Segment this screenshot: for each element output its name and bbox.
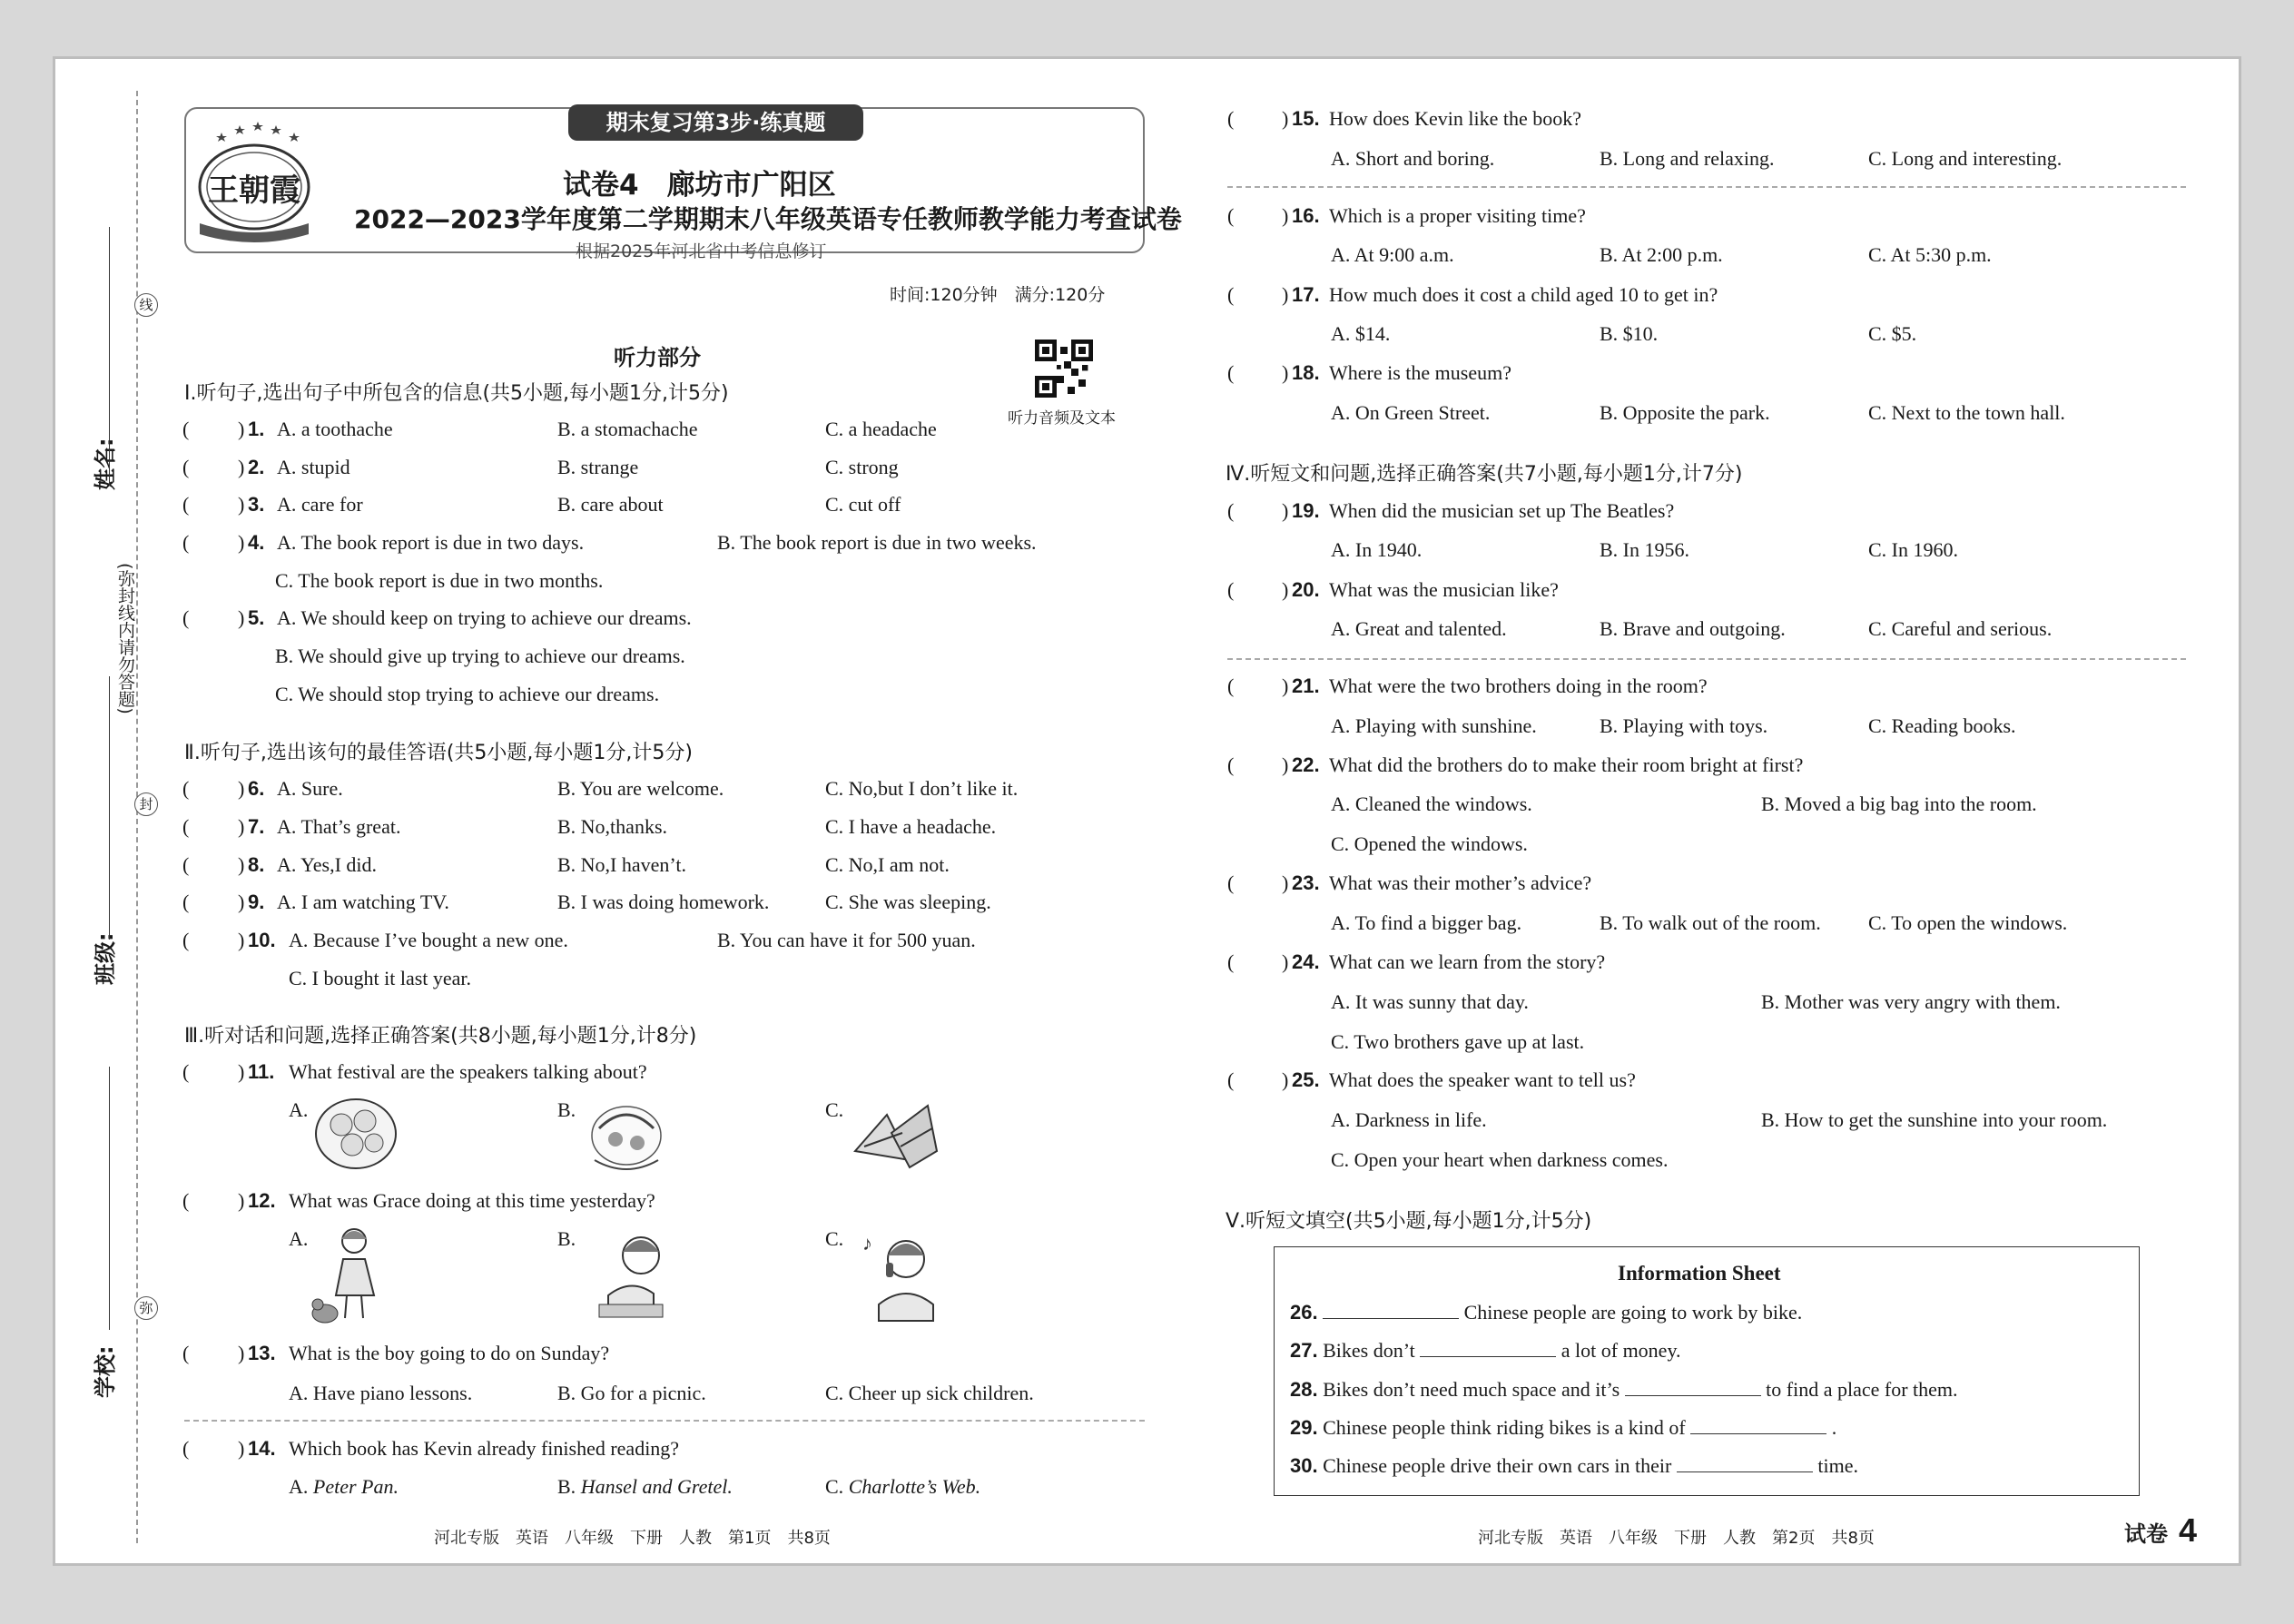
q15-option-a: A. Short and boring. — [1331, 147, 1495, 170]
q11-option-c: C. — [825, 1098, 844, 1121]
q8-option-c: C. No,I am not. — [825, 853, 950, 876]
q5-option-a: A. We should keep on trying to achieve our dreams. — [277, 606, 692, 629]
q21-option-c: C. Reading books. — [1868, 714, 2016, 737]
item-text-after: a lot of money. — [1561, 1339, 1681, 1362]
item-number: 28. — [1290, 1378, 1318, 1401]
blank-item — [1290, 1416, 1836, 1440]
q1-number: 1. — [248, 418, 265, 440]
q13-number: 13. — [248, 1342, 276, 1364]
answer-paren: ( — [182, 456, 190, 478]
answer-paren: ( — [182, 815, 190, 838]
q3-option-b: B. care about — [557, 493, 664, 516]
q17-option-a: A. $14. — [1331, 322, 1391, 345]
q20-question: What was the musician like? — [1329, 578, 1559, 601]
q25-option-b: B. How to get the sunshine into your room. — [1761, 1108, 2108, 1131]
answer-paren: ) — [238, 777, 245, 800]
item-text-after: Chinese people are going to work by bike. — [1463, 1301, 1803, 1324]
q1-option-c: C. a headache — [825, 418, 937, 440]
item-text-before: Bikes don’t — [1323, 1339, 1415, 1362]
q15-option-b: B. Long and relaxing. — [1600, 147, 1775, 170]
q12-number: 12. — [248, 1189, 276, 1212]
paper-badge — [2124, 1511, 2197, 1550]
q17-number: 17. — [1292, 283, 1320, 306]
seal-mark-mi: 弥 — [134, 1296, 158, 1320]
paper-badge-label: 试卷 — [2124, 1521, 2168, 1547]
q14-option-a — [289, 1475, 399, 1499]
blank-item — [1290, 1301, 1802, 1324]
answer-paren: ) — [1282, 674, 1289, 697]
q9-option-a: A. I am watching TV. — [277, 891, 449, 913]
section-1-heading: Ⅰ.听句子,选出句子中所包含的信息(共5小题,每小题1分,计5分) — [184, 382, 729, 405]
item-number: 26. — [1290, 1301, 1318, 1324]
q7-option-a: A. That’s great. — [277, 815, 401, 838]
q6-number: 6. — [248, 777, 265, 800]
item-text-after: . — [1831, 1416, 1837, 1439]
q19-option-c: C. In 1960. — [1868, 538, 1958, 561]
label-name: 姓名: — [93, 438, 118, 490]
q23-option-b: B. To walk out of the room. — [1600, 911, 1821, 934]
answer-paren: ( — [182, 418, 190, 440]
q4-option-a: A. The book report is due in two days. — [277, 531, 585, 554]
q22-option-b: B. Moved a big bag into the room. — [1761, 792, 2037, 815]
q23-option-c: C. To open the windows. — [1868, 911, 2068, 934]
blank-item — [1290, 1454, 1858, 1478]
q25-option-a: A. Darkness in life. — [1331, 1108, 1487, 1131]
item-number: 29. — [1290, 1416, 1318, 1439]
answer-paren: ( — [182, 853, 190, 876]
q19-option-b: B. In 1956. — [1600, 538, 1689, 561]
q25-number: 25. — [1292, 1068, 1320, 1091]
answer-paren: ( — [1227, 361, 1235, 384]
answer-paren: ) — [1282, 361, 1289, 384]
answer-paren: ( — [1227, 753, 1235, 776]
answer-paren: ) — [1282, 1068, 1289, 1091]
q5-number: 5. — [248, 606, 265, 629]
item-text-after: time. — [1817, 1454, 1858, 1477]
q10-option-c: C. I bought it last year. — [289, 967, 472, 989]
q13-option-b: B. Go for a picnic. — [557, 1382, 706, 1404]
q2-number: 2. — [248, 456, 265, 478]
section-5-heading: Ⅴ.听短文填空(共5小题,每小题1分,计5分) — [1226, 1210, 1592, 1233]
school-line — [109, 1067, 111, 1330]
q18-option-a: A. On Green Street. — [1331, 401, 1491, 424]
class-line — [109, 676, 111, 940]
q3-number: 3. — [248, 493, 265, 516]
q24-question: What can we learn from the story? — [1329, 950, 1606, 973]
footer-right: 河北专版 英语 八年级 下册 人教 第2页 共8页 — [1478, 1529, 1875, 1548]
q13-question: What is the boy going to do on Sunday? — [289, 1342, 610, 1364]
section-4-heading: Ⅳ.听短文和问题,选择正确答案(共7小题,每小题1分,计7分) — [1226, 463, 1743, 486]
q12-option-c: C. — [825, 1227, 844, 1250]
answer-paren: ( — [182, 929, 190, 951]
answer-paren: ) — [1282, 204, 1289, 227]
q5-option-c: C. We should stop trying to achieve our dreams. — [275, 683, 660, 705]
q8-number: 8. — [248, 853, 265, 876]
section-3-heading: Ⅲ.听对话和问题,选择正确答案(共8小题,每小题1分,计8分) — [184, 1025, 697, 1048]
option-letter: A. — [289, 1475, 313, 1498]
label-class: 班级: — [93, 932, 118, 985]
q7-option-c: C. I have a headache. — [825, 815, 997, 838]
option-letter: C. — [825, 1475, 849, 1498]
q13-option-c: C. Cheer up sick children. — [825, 1382, 1034, 1404]
item-text-before: Bikes don’t need much space and it’s — [1323, 1378, 1620, 1401]
q18-option-b: B. Opposite the park. — [1600, 401, 1770, 424]
answer-blank[interactable] — [1677, 1457, 1813, 1472]
lantern-festival-image — [581, 1092, 672, 1176]
book-title: Hansel and Gretel. — [580, 1475, 733, 1498]
answer-paren: ( — [1227, 1068, 1235, 1091]
q1-option-b: B. a stomachache — [557, 418, 698, 440]
svg-text:王朝霞: 王朝霞 — [208, 172, 300, 209]
answer-paren: ( — [182, 531, 190, 554]
q9-number: 9. — [248, 891, 265, 913]
answer-paren: ) — [1282, 107, 1289, 130]
answer-blank[interactable] — [1323, 1304, 1459, 1319]
answer-paren: ) — [1282, 283, 1289, 306]
item-text-after: to find a place for them. — [1766, 1378, 1958, 1401]
answer-paren: ( — [182, 1060, 190, 1083]
q4-option-b: B. The book report is due in two weeks. — [717, 531, 1037, 554]
margin-note: (弥封线内请勿答题) — [115, 563, 135, 714]
q9-option-c: C. She was sleeping. — [825, 891, 991, 913]
zongzi-image — [846, 1097, 946, 1176]
answer-paren: ) — [238, 891, 245, 913]
q14-number: 14. — [248, 1437, 276, 1460]
q1-option-a: A. a toothache — [277, 418, 393, 440]
q22-number: 22. — [1292, 753, 1320, 776]
blank-item — [1290, 1378, 1958, 1402]
q6-option-a: A. Sure. — [277, 777, 343, 800]
q6-option-c: C. No,but I don’t like it. — [825, 777, 1019, 800]
listening-title: 听力部分 — [614, 345, 701, 370]
revision-note: 根据2025年河北省中考信息修订 — [576, 241, 827, 261]
answer-blank[interactable] — [1420, 1342, 1556, 1357]
divider — [184, 1420, 1145, 1422]
q10-option-b: B. You can have it for 500 yuan. — [717, 929, 976, 951]
q20-number: 20. — [1292, 578, 1320, 601]
blank-item — [1290, 1339, 1681, 1363]
answer-paren: ( — [1227, 578, 1235, 601]
q9-option-b: B. I was doing homework. — [557, 891, 770, 913]
q14-option-c — [825, 1475, 980, 1499]
q17-option-c: C. $5. — [1868, 322, 1917, 345]
q12-option-b: B. — [557, 1227, 576, 1250]
exam-title: 试卷4 廊坊市广阳区 — [563, 169, 836, 202]
q19-number: 19. — [1292, 499, 1320, 522]
q18-question: Where is the museum? — [1329, 361, 1511, 384]
q25-question: What does the speaker want to tell us? — [1329, 1068, 1636, 1091]
q12-option-a: A. — [289, 1227, 309, 1250]
answer-paren: ) — [238, 1189, 245, 1212]
girl-with-cat-image — [309, 1223, 390, 1332]
q11-number: 11. — [248, 1060, 275, 1083]
answer-paren: ) — [1282, 871, 1289, 894]
q20-option-b: B. Brave and outgoing. — [1600, 617, 1786, 640]
book-title: Charlotte’s Web. — [848, 1475, 981, 1498]
answer-paren: ) — [238, 1342, 245, 1364]
paper-badge-number: 4 — [2179, 1511, 2198, 1549]
publisher-logo — [191, 114, 318, 251]
q14-question: Which book has Kevin already finished reading? — [289, 1437, 680, 1460]
information-sheet-title: Information Sheet — [1618, 1262, 1781, 1284]
qr-code-icon — [1035, 340, 1093, 398]
q4-number: 4. — [248, 531, 265, 554]
q22-option-a: A. Cleaned the windows. — [1331, 792, 1532, 815]
answer-paren: ( — [1227, 283, 1235, 306]
divider — [1227, 658, 2186, 660]
q3-option-c: C. cut off — [825, 493, 901, 516]
answer-paren: ) — [238, 493, 245, 516]
q24-option-b: B. Mother was very angry with them. — [1761, 990, 2061, 1013]
answer-paren: ( — [1227, 204, 1235, 227]
answer-paren: ) — [238, 929, 245, 951]
q10-option-a: A. Because I’ve bought a new one. — [289, 929, 568, 951]
answer-paren: ) — [238, 1437, 245, 1460]
item-number: 30. — [1290, 1454, 1318, 1477]
q7-option-b: B. No,thanks. — [557, 815, 667, 838]
answer-paren: ( — [182, 606, 190, 629]
girl-music-image — [846, 1223, 946, 1328]
answer-blank[interactable] — [1625, 1381, 1761, 1396]
q21-option-a: A. Playing with sunshine. — [1331, 714, 1537, 737]
q23-option-a: A. To find a bigger bag. — [1331, 911, 1522, 934]
q2-option-a: A. stupid — [277, 456, 350, 478]
q8-option-a: A. Yes,I did. — [277, 853, 378, 876]
q5-option-b: B. We should give up trying to achieve our dreams. — [275, 645, 685, 667]
q21-option-b: B. Playing with toys. — [1600, 714, 1768, 737]
q24-number: 24. — [1292, 950, 1320, 973]
time-score: 时间:120分钟 满分:120分 — [890, 285, 1106, 305]
answer-paren: ( — [182, 493, 190, 516]
answer-paren: ) — [238, 418, 245, 440]
q11-question: What festival are the speakers talking about? — [289, 1060, 647, 1083]
q4-option-c: C. The book report is due in two months. — [275, 569, 604, 592]
q16-option-c: C. At 5:30 p.m. — [1868, 243, 1992, 266]
q16-question: Which is a proper visiting time? — [1329, 204, 1586, 227]
item-number: 27. — [1290, 1339, 1318, 1362]
answer-paren: ( — [182, 777, 190, 800]
q23-number: 23. — [1292, 871, 1320, 894]
answer-blank[interactable] — [1690, 1419, 1826, 1434]
q18-number: 18. — [1292, 361, 1320, 384]
answer-paren: ) — [238, 456, 245, 478]
answer-paren: ( — [1227, 674, 1235, 697]
answer-paren: ( — [182, 891, 190, 913]
q21-number: 21. — [1292, 674, 1320, 697]
answer-paren: ( — [1227, 950, 1235, 973]
answer-paren: ( — [1227, 499, 1235, 522]
q6-option-b: B. You are welcome. — [557, 777, 724, 800]
q17-question: How much does it cost a child aged 10 to get in? — [1329, 283, 1718, 306]
q24-option-c: C. Two brothers gave up at last. — [1331, 1030, 1585, 1053]
item-text-before: Chinese people drive their own cars in their — [1323, 1454, 1672, 1477]
q24-option-a: A. It was sunny that day. — [1331, 990, 1529, 1013]
q16-number: 16. — [1292, 204, 1320, 227]
q14-option-b — [557, 1475, 733, 1499]
answer-paren: ) — [1282, 499, 1289, 522]
q20-option-a: A. Great and talented. — [1331, 617, 1507, 640]
svg-text:♪: ♪ — [862, 1232, 872, 1255]
q15-number: 15. — [1292, 107, 1320, 130]
answer-paren: ) — [1282, 753, 1289, 776]
footer-left: 河北专版 英语 八年级 下册 人教 第1页 共8页 — [434, 1529, 831, 1548]
name-line — [109, 227, 111, 486]
section-2-heading: Ⅱ.听句子,选出该句的最佳答语(共5小题,每小题1分,计5分) — [184, 742, 693, 764]
q11-option-a: A. — [289, 1098, 309, 1121]
seal-mark-feng: 封 — [134, 792, 158, 816]
q11-option-b: B. — [557, 1098, 576, 1121]
answer-paren: ( — [182, 1189, 190, 1212]
qr-label: 听力音频及文本 — [1008, 409, 1116, 428]
q16-option-a: A. At 9:00 a.m. — [1331, 243, 1454, 266]
q23-question: What was their mother’s advice? — [1329, 871, 1592, 894]
answer-paren: ) — [238, 815, 245, 838]
q20-option-c: C. Careful and serious. — [1868, 617, 2053, 640]
q12-question: What was Grace doing at this time yesterday? — [289, 1189, 655, 1212]
q2-option-c: C. strong — [825, 456, 899, 478]
q19-question: When did the musician set up The Beatles? — [1329, 499, 1675, 522]
item-text-before: Chinese people think riding bikes is a kind of — [1323, 1416, 1686, 1439]
divider — [1227, 186, 2186, 188]
q22-question: What did the brothers do to make their room bright at first? — [1329, 753, 1804, 776]
q8-option-b: B. No,I haven’t. — [557, 853, 686, 876]
q15-question: How does Kevin like the book? — [1329, 107, 1581, 130]
series-tab: 期末复习第3步·练真题 — [568, 104, 863, 141]
answer-paren: ) — [1282, 578, 1289, 601]
q13-option-a: A. Have piano lessons. — [289, 1382, 473, 1404]
answer-paren: ) — [238, 531, 245, 554]
answer-paren: ) — [238, 606, 245, 629]
q25-option-c: C. Open your heart when darkness comes. — [1331, 1148, 1669, 1171]
seal-mark-xian: 线 — [134, 293, 158, 317]
q10-number: 10. — [248, 929, 276, 951]
answer-paren: ( — [1227, 871, 1235, 894]
option-letter: B. — [557, 1475, 581, 1498]
book-title: Peter Pan. — [312, 1475, 399, 1498]
answer-paren: ( — [1227, 107, 1235, 130]
exam-subtitle: 2022—2023学年度第二学期期末八年级英语专任教师教学能力考查试卷 — [354, 204, 1182, 234]
q2-option-b: B. strange — [557, 456, 639, 478]
q15-option-c: C. Long and interesting. — [1868, 147, 2063, 170]
q7-number: 7. — [248, 815, 265, 838]
q16-option-b: B. At 2:00 p.m. — [1600, 243, 1723, 266]
q18-option-c: C. Next to the town hall. — [1868, 401, 2065, 424]
q3-option-a: A. care for — [277, 493, 363, 516]
mooncake-plate-image — [312, 1092, 399, 1176]
answer-paren: ) — [238, 1060, 245, 1083]
q22-option-c: C. Opened the windows. — [1331, 832, 1528, 855]
answer-paren: ( — [182, 1437, 190, 1460]
q21-question: What were the two brothers doing in the room? — [1329, 674, 1708, 697]
girl-reading-image — [581, 1223, 681, 1328]
q17-option-b: B. $10. — [1600, 322, 1659, 345]
answer-paren: ) — [1282, 950, 1289, 973]
q19-option-a: A. In 1940. — [1331, 538, 1423, 561]
answer-paren: ( — [182, 1342, 190, 1364]
label-school: 学校: — [93, 1345, 118, 1398]
answer-paren: ) — [238, 853, 245, 876]
